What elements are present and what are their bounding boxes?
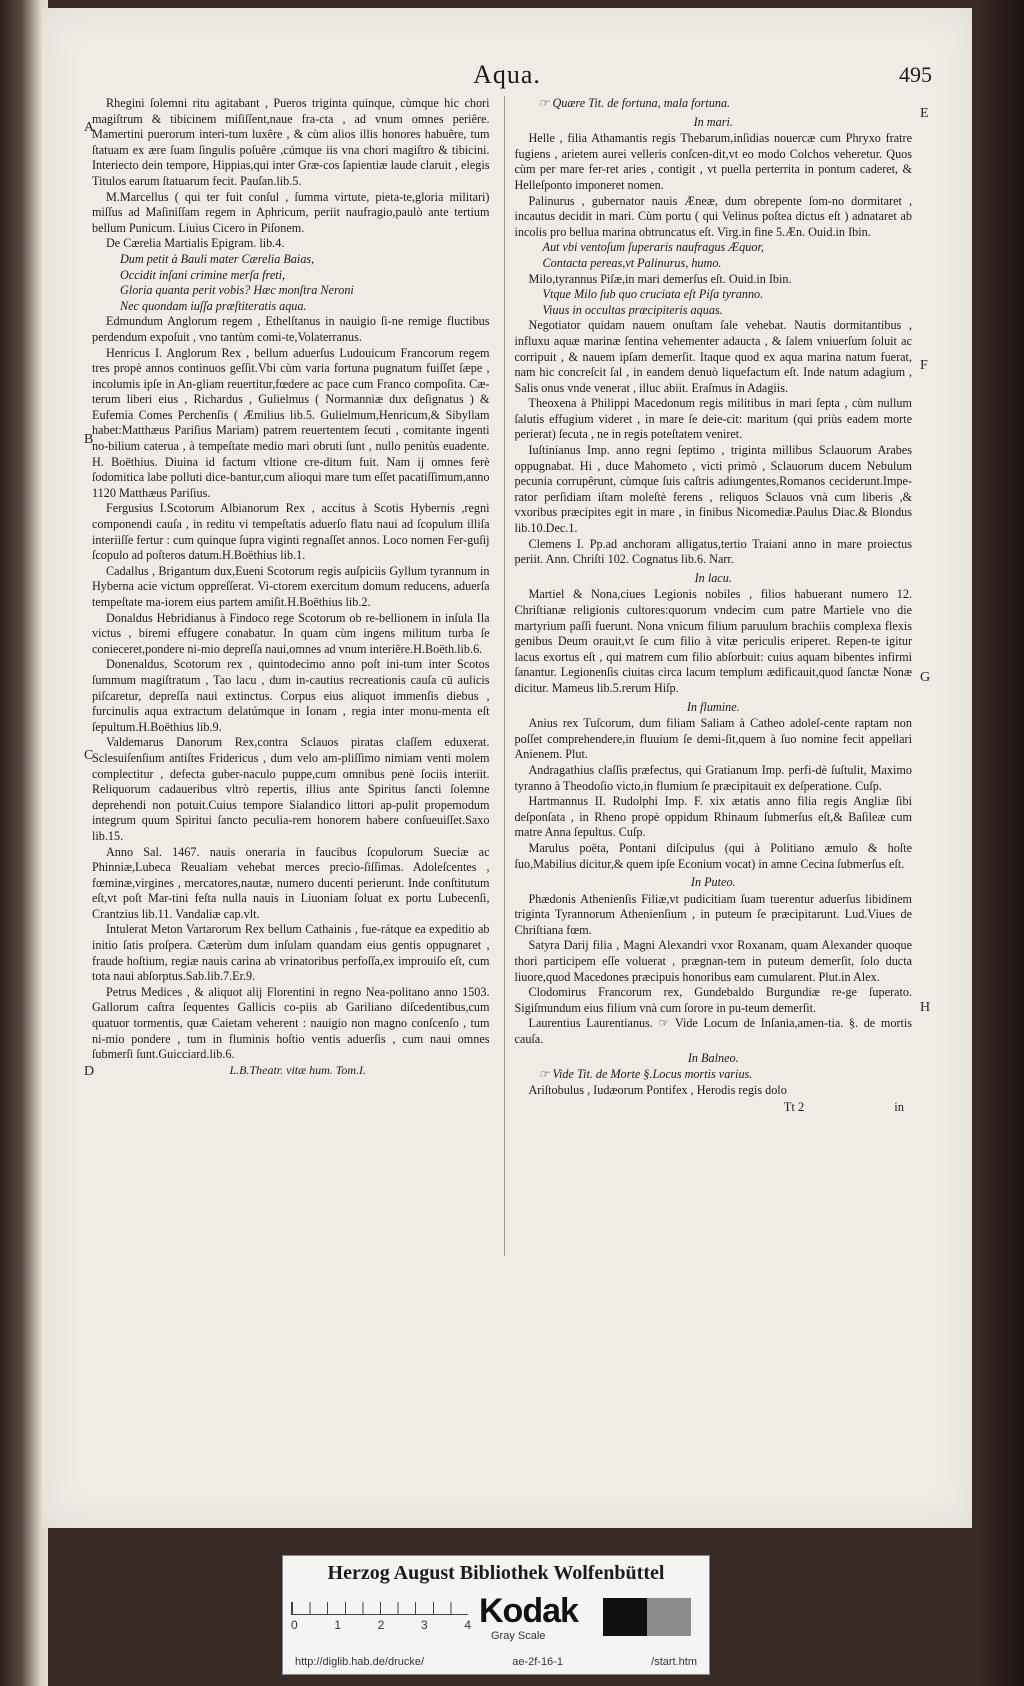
paragraph: Hartmannus II. Rudolphi Imp. F. xix ætatis anno filia regis Angliæ ſibi deſponſata , in Rheno propè oppidum Rhinaum ſubmerſus eſt,& Baſileæ cum matre Anna ſepultus. Cuſp. bbox=[514, 794, 912, 840]
paragraph: Satyra Darij filia , Magni Alexandri vxor Roxanam, quam Alexander quoque thori participem eſſe voluerat , prægnan-tem in puteum demerſit, ſolo ducta liuore,quod Macedones præcipuis honoribus eam cumularent. Plut.in Alex. bbox=[514, 938, 912, 984]
margin-letter: G bbox=[920, 670, 931, 685]
margin-letter: B bbox=[84, 432, 94, 447]
paragraph: Clemens I. Pp.ad anchoram alligatus,tertio Traiani anno in mare proiectus periit. Ann. Chriſti 102. Cognatus lib.6. Narr. bbox=[514, 536, 912, 567]
running-head: Aqua. bbox=[473, 60, 541, 89]
paragraph: Intulerat Meton Vartarorum Rex bellum Cathainis , fue-rátque ea expeditio ab initio ſatis proſpera. Cæterùm dum inſulam quandam eius gentis oppugnaret , fraude hoſtium, regiæ nauis carina ab vrinatoribus perfoſſa,ex improuiſo eſt, cum tota naui abſorptus.Sab.lib.7.Er.9. bbox=[92, 922, 490, 984]
verse-line: Nec quondam iuſſa præſtiteratis aqua. bbox=[120, 298, 307, 313]
gray-scale-label: Gray Scale bbox=[491, 1630, 546, 1642]
right-column bbox=[504, 96, 913, 1256]
margin-letter: C bbox=[84, 748, 94, 763]
scale-number: 2 bbox=[377, 1618, 385, 1632]
paragraph: Henricus I. Anglorum Rex , bellum aduerſus Ludouicum Francorum regem tres propè annos continuos geſſit.Vbi cùm varia fortuna pugnatum fuiſſet ſæpe , incolumis ipſe in An-gliam reuertitur,fœdere ac pace cum Franco compoſita. Cæ-terum liberi eius , Richardus , Gulielmus ( Normanniæ dux deſignatus ) & Eufemia Comes Perchenſis ( Æmilius lib.5. Gulielmum,Henricum,& Sibyllam habet:Matthæus Pariſius Mariam) patrem reuertentem ſecuti , comitante ingenti no-bilium caterua , à tempeſtate medio mari obruti ſunt , nullo penitùs euadente. H. Boëthius. Diuina id factum vltione cre-ditum fuit. Nam ij omnes ferè ſodomitica labe polluti dice-bantur,cum alioqui mare tum eſſet pacatiſſimum,anno 1120 Matthæus Pariſius. bbox=[92, 345, 490, 500]
paragraph: Fergusius I.Scotorum Albianorum Rex , accitus à Scotis Hybernis ,regni componendi cauſa , in reditu vi tempeſtatis aduerſo flatu naui ad ſcopulum illiſa interiiſſe fertur : cum quinque ſupra viginti regnaſſet annos. Loco nomen Fer-guſij ſcopulo ad poſteros datum.H.Boëthius lib.1. bbox=[92, 501, 490, 563]
paragraph: Ariſtobulus , Iudæorum Pontifex , Herodis regis dolo bbox=[528, 1082, 787, 1097]
paragraph: Donaldus Hebridianus à Findoco rege Scotorum ob re-bellionem in inſula Ila victus , biremi effugere conabatur. In quam cùm ingens militum turba ſe conieceret,pondere ni-mio depreſſa naui,omnes ad vnum interiêre.H.Boëth.lib.6. bbox=[92, 610, 490, 656]
paragraph: Martiel & Nona,ciues Legionis nobiles , filios habuerant numero 12. Chriſtianæ religionis cultores:quorum vndecim cum patre Martiele vno die martyrium paſſi fuerunt. Nona vnicum filium paruulum brachiis complexa flexis genibus Deum orauit,vt ſe cum filio à vitæ periculis eriperet. Repen-te igitur lacus exortus eſt , qui matrem cum filio abſorbuit: cuius aquam bibentes infirmi ſanantur. Legionenſis ciuitas circa lacum templum ædificauit,quod ſanctæ Nonæ dicitur. Mameus lib.5.rerum Hiſp. bbox=[514, 587, 912, 695]
paragraph: Laurentius Laurentianus. ☞ Vide Locum de Inſania,amen-tia. §. de mortis cauſa. bbox=[514, 1016, 912, 1047]
paragraph: Anius rex Tuſcorum, dum filiam Saliam à Catheo adoleſ-cente raptam non poſſet comprehendere,in fluuium ſe demi-ſit,quem à ſuo nomine fecit appellari Anienem. Plut. bbox=[514, 716, 912, 762]
scale-numbers bbox=[291, 1618, 471, 1632]
section-heading: In Balneo. bbox=[687, 1050, 739, 1065]
verse-line: Occidit inſani crimine merſa freti, bbox=[120, 267, 286, 282]
paragraph: Milo,tyrannus Piſæ,in mari demerſus eſt. Ouid.in Ibin. bbox=[528, 271, 792, 286]
paragraph: Helle , filia Athamantis regis Thebarum,inſidias nouercæ cum Phryxo fratre fugiens , arietem aurei velleris conſcen-dit,vt eo modo Colchos veheretur. Quos cùm per mare fer-ret aries , contigit , vt puella perterrita in pontum caderet, & Helleſponto imponeret nomen. bbox=[514, 131, 912, 192]
scale-number: 4 bbox=[464, 1618, 471, 1632]
cross-reference: ☞ Quære Tit. de fortuna, mala fortuna. bbox=[538, 96, 731, 110]
section-heading: In mari. bbox=[693, 114, 733, 129]
color-target bbox=[282, 1555, 710, 1675]
verse-line: Dum petit à Bauli mater Cærelia Baias, bbox=[120, 251, 315, 266]
paragraph: Negotiator quidam nauem onuſtam ſale vehebat. Nautis dormitantibus , influxu aquæ marinæ ſentina vehementer adaucta , & ſalem vniuerſum ſoluit ac corripuit , & nauem ipſam demerſit. Itaque quod ex aqua marina natum fuerat, nam hic concreſcit ſal , in eandem denuò liquefactum eſt. Inde natum adagium , Salis onus vnde venerat , illuc abiit. Eraſmus in Adagiis. bbox=[514, 318, 912, 395]
verse-line: Vtque Milo ſub quo cruciata eſt Piſa tyranno. bbox=[542, 287, 764, 302]
book-page bbox=[42, 8, 972, 1528]
library-name: Herzog August Bibliothek Wolfenbüttel bbox=[327, 1562, 665, 1584]
scale-ruler bbox=[291, 1602, 468, 1615]
start-file: /start.htm bbox=[651, 1656, 697, 1668]
paragraph: Cadallus , Brigantum dux,Eueni Scotorum regis auſpiciis Gyllum tyrannum in Hyberna acie victum oppreſſerat. Vi-ctorem exercitum domum reducens, aduerſa tempeſtate ma-iorem eius partem amiſit.H.Boëthius lib.2. bbox=[92, 563, 490, 609]
shelfmark: ae-2f-16-1 bbox=[512, 1656, 563, 1668]
margin-letter: F bbox=[920, 358, 928, 373]
verse-line: Contacta pereas,vt Palinurus, humo. bbox=[542, 255, 722, 270]
verse-line: Aut vbi ventoſum ſuperaris naufragus Æquor, bbox=[542, 240, 764, 255]
scale-number: 1 bbox=[334, 1618, 342, 1632]
verse-line: Gloria quanta perit vobis? Hæc monſtra Neroni bbox=[120, 283, 354, 298]
paragraph: Donenaldus, Scotorum rex , quintodecimo anno poſt ini-tum inter Scotos ſummum magiſtratum , Tao lacu , dum in-cautius recreationis cauſa cū aulicis piſcaretur, depreſſa naui extinctus. Corpus eius aliquot immenſis diebus , furcinulis aqua extractum delatúmque in Ionam , regia inter monu-menta eſt ſepultum.H.Boëthius lib.9. bbox=[92, 657, 490, 734]
scale-number: 0 bbox=[291, 1618, 298, 1632]
gray-patch bbox=[647, 1598, 691, 1636]
catchword-line bbox=[515, 1100, 913, 1116]
scale-number: 3 bbox=[420, 1618, 428, 1632]
margin-letter: A bbox=[84, 120, 95, 135]
margin-letter: H bbox=[920, 1000, 931, 1015]
paragraph: M.Marcellus ( qui ter fuit conſul , ſumma virtute, pieta-te,gloria militari) miſſus ad Maſiniſſam regem in Aphricum, periit naufragio,paulò ante tertium bellum Punicum. Liuius Cicero in Piſonem. bbox=[92, 189, 490, 235]
section-heading: In Puteo. bbox=[690, 875, 736, 890]
paragraph: Rhegini ſolemni ritu agitabant , Pueros triginta quinque, cùmque hic chori magiſtrum & tibicinem miſiſſent,naue fra-cta , ad vnum omnes periêre. Mamertini puerorum interi-tum luxêre , & cùm alios illis honores habuêre, tum ſtatuam ex ære ſuam ſingulis poſuêre ,cúmque iis vna chori magiſtro & tibicini. Interiecto dein tempore, Hippias,qui inter Græ-cos ſapientiæ laude claruit , elegis Titulos earum ſtatuarum fecit. Pauſan.lib.5. bbox=[92, 96, 490, 188]
book-edge-right bbox=[974, 0, 1024, 1686]
section-heading: In lacu. bbox=[694, 570, 732, 585]
margin-letter: D bbox=[84, 1064, 95, 1079]
catchword: in bbox=[894, 1100, 904, 1115]
paragraph: Phædonis Athenienſis Filiæ,vt pudicitiam ſuam tuerentur aduerſus libidinem triginta Tyrannorum Athenienſium , in puteum ſe præcipitarunt. Lud.Viues de Chriſtiana fœm. bbox=[514, 891, 912, 937]
paragraph: Palinurus , gubernator nauis Æneæ, dum obrepente ſom-no dormitaret , incautus decidit in mari. Cùm portu ( qui Velinus poſtea dictus eſt ) adnataret ab incolis pro bellua marina obtruncatus eſt. Virg.in fine 5.Æn. Ouid.in Ibin. bbox=[514, 193, 912, 239]
section-heading: In flumine. bbox=[686, 699, 740, 714]
digilib-url: http://diglib.hab.de/drucke/ bbox=[295, 1656, 425, 1668]
left-column bbox=[92, 96, 490, 1256]
paragraph: Anno Sal. 1467. nauis oneraria in faucibus ſcopulorum Sueciæ ac Phinniæ,Lubeca Reualiam vehebat merces precio-ſiſſimas. Adoleſcentes , fœminæ,virgines , mercatores,nautæ, numero ducenti perierunt. Inde conſtitutum eſt,vt poſt Mar-tini feſta nulla nauis in Liuoniam ſoluat ex portu Lubecenſi, Crantzius lib.11. Vandaliæ cap.vlt. bbox=[92, 844, 490, 921]
paragraph: Valdemarus Danorum Rex,contra Sclauos piratas claſſem eduxerat. Sclesuiſenſium antiſtes Fridericus , dum velo am-pliſſimo nimiam venti molem complectitur , defecta guber-naculo puppe,cum omnibus penè ſociis interiit. Reliquorum cadaueribus vltrò repertis, illius ante Spiritus ſancti ſolemne deprehendi non potuit.Cuius tempore Sialandico littori ap-pulit propemodum integrum quum Spiritui ſancto peculia-rem honorem habere conſueuiſſet.Saxo lib.15. bbox=[92, 735, 490, 843]
paragraph: Andragathius claſſis præfectus, qui Gratianum Imp. perfi-dè ſuſtulit, Maximo tyranno à Theodoſio victo,in flumium ſe præcipitauit ex deſperatione. Cuſp. bbox=[514, 762, 912, 793]
kodak-logo: Kodak bbox=[479, 1592, 578, 1630]
cross-reference: ☞ Vide Tit. de Morte §.Locus mortis varius. bbox=[538, 1067, 753, 1082]
paragraph: Clodomirus Francorum rex, Gundebaldo Burgundiæ re-ge ſuperato. Sigiſmundum eius filium vnà cum ſorore in pu-teum demerſit. bbox=[514, 985, 912, 1015]
paragraph: Edmundum Anglorum regem , Ethelſtanus in nauigio ſi-ne remige fluctibus perdendum expoſuit , vno tantùm comi-te,Volaterranus. bbox=[92, 314, 490, 344]
verse-line: Viuus in occultas præcipiteris aquas. bbox=[542, 302, 723, 317]
paragraph: Marulus poëta, Pontani diſcipulus (qui à Politiano æmulo & hoſte ſuo,Mabilius dicitur,& quem ipſe Econium vocat) in amne Cecina ſubmerſus eſt. bbox=[514, 840, 912, 871]
text-columns bbox=[92, 96, 912, 1256]
paragraph: Petrus Medices , & aliquot alij Florentini in regno Nea-politano anno 1503. Gallorum caſtra ſequentes Gallicis co-piis ab Gariliano diſcedentibus,cum quatuor tormentis, quæ Caietam veherent : nauigio non magno conſcenſo , tum ni-mio pondere , tum in fluminis hoſtio ventis aduerſis , cum naui omnes ſubmerſi ſunt.Guicciard.lib.6. bbox=[92, 984, 490, 1062]
paragraph: Theoxena à Philippi Macedonum regis militibus in mari ſepta , cùm nullum ſalutis effugium videret , in mare ſe deie-cit: maritum (qui priùs eadem morte perierat) ſecuta , ne in regis poteſtatem veniret. bbox=[514, 396, 912, 442]
paragraph: Iuſtinianus Imp. anno regni ſeptimo , triginta millibus Sclauorum Arabes oppugnabat. Hi , duce Mahometo , victi primò , Sclauorum ducem Nebulum pecunia corrupêrunt, cùmque ſuis caſtris adiungentes,Romanos ceciderunt.Impe-rator perſidiam iſtam moleſtè ferens , reliquos Sclauos vnà cum liberis ,& vxoribus præcipites egit in mare , in finibus Nicomediæ.Paulus Diac.& Blondus lib.10.Dec.1. bbox=[514, 443, 912, 536]
signature-mark: Tt 2 bbox=[783, 1100, 805, 1115]
book-spine-shadow bbox=[0, 0, 48, 1686]
page-number: 495 bbox=[899, 62, 932, 87]
target-info-row bbox=[283, 1656, 709, 1668]
black-patch bbox=[603, 1598, 647, 1636]
paragraph: De Cærelia Martialis Epigram. lib.4. bbox=[106, 236, 285, 251]
page-footer: L.B.Theatr. vitæ hum. Tom.I. bbox=[229, 1062, 367, 1077]
margin-letter: E bbox=[920, 106, 929, 121]
